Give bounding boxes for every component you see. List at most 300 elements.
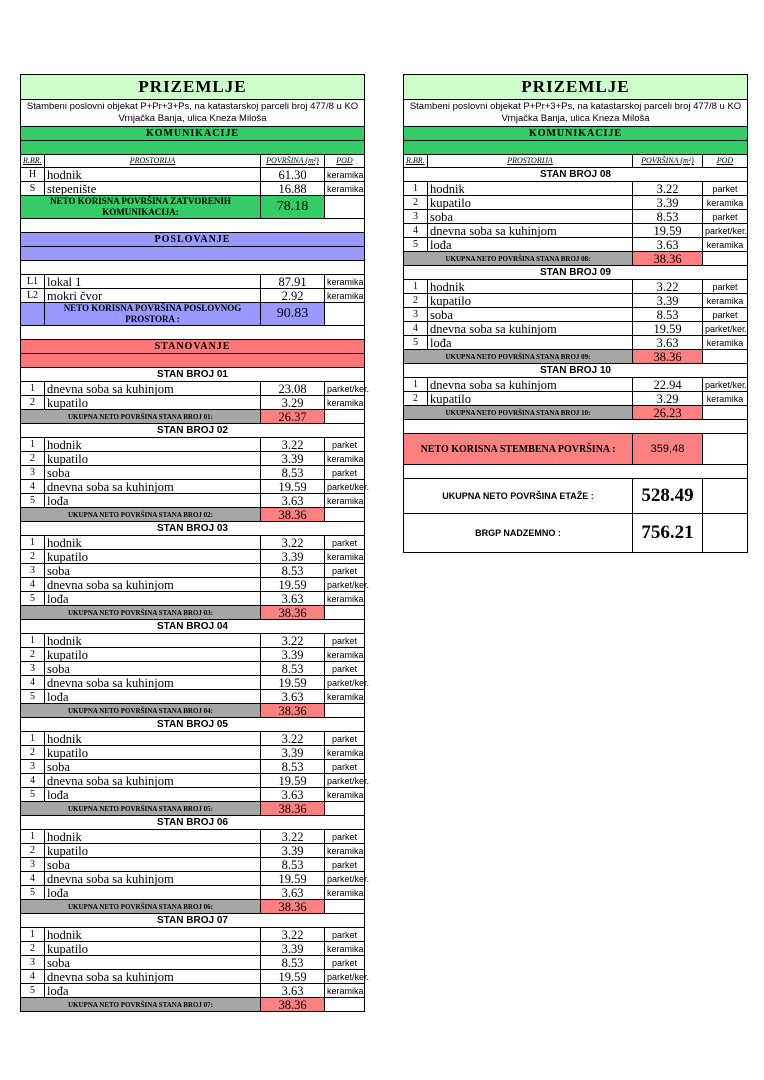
room-floor: parket/ker. [325,480,365,494]
room-area: 61.30 [261,168,325,182]
total-row [21,303,365,326]
room-area: 3.63 [633,238,703,252]
room-row [21,648,365,662]
room-area: 3.63 [261,592,325,606]
room-area: 16.88 [261,182,325,196]
total-row [21,196,365,219]
room-floor: keramika [325,648,365,662]
room-floor: parket/ker. [325,774,365,788]
room-row [404,336,748,350]
column-header-prostorija: PROSTORIJA [45,155,261,168]
room-name: lođa [45,494,261,508]
room-floor: parket [325,634,365,648]
room-name: dnevna soba sa kuhinjom [428,224,633,238]
room-name: kupatilo [45,396,261,410]
stan-sum-label: UKUPNA NETO POVRŠINA STANA BROJ 05: [21,802,261,816]
stan-title: STAN BROJ 05 [21,718,365,732]
room-floor: parket [325,956,365,970]
empty-cell [703,514,748,553]
brgp-total-row [404,514,748,553]
empty-cell [703,479,748,514]
room-floor: parket [325,564,365,578]
column-header-prostorija: PROSTORIJA [428,155,633,168]
etaze-total-label: UKUPNA NETO POVRŠINA ETAŽE : [404,479,633,514]
room-row [21,858,365,872]
room-row [404,378,748,392]
stan-title: STAN BROJ 06 [21,816,365,830]
room-number: 4 [404,224,428,238]
stan-title: STAN BROJ 07 [21,914,365,928]
stan-sum-row [404,406,748,420]
room-floor: keramika [325,984,365,998]
room-name: kupatilo [45,550,261,564]
empty-cell [325,410,365,424]
room-number: 2 [21,844,45,858]
room-name: lođa [45,984,261,998]
stan-title-row [404,364,748,378]
room-area: 3.63 [261,788,325,802]
room-area: 8.53 [261,956,325,970]
room-number: H [21,168,45,182]
room-row [21,886,365,900]
room-row [21,942,365,956]
room-row [21,289,365,303]
brgp-label: BRGP NADZEMNO : [404,514,633,553]
room-number: 5 [404,238,428,252]
stan-sum-row [21,606,365,620]
room-floor: keramika [325,494,365,508]
room-area: 3.22 [261,438,325,452]
room-name: dnevna soba sa kuhinjom [428,378,633,392]
empty-cell [325,704,365,718]
stan-title-row [404,266,748,280]
room-area: 2.92 [261,289,325,303]
room-name: soba [428,308,633,322]
room-row [404,224,748,238]
room-row [21,480,365,494]
room-row [21,182,365,196]
column-header-rbr: R.BR. [21,155,45,168]
komunikacije-total-label: NETO KORISNA POVRŠINA ZATVORENIH KOMUNIKACIJA: [21,196,261,219]
room-area: 3.39 [633,294,703,308]
stan-sum-label: UKUPNA NETO POVRŠINA STANA BROJ 04: [21,704,261,718]
room-name: lokal 1 [45,275,261,289]
stan-sum-value: 38.36 [261,508,325,522]
spacer-row [21,219,365,233]
room-area: 3.22 [261,732,325,746]
stan-sum-value: 38.36 [261,802,325,816]
column-header-povrsina: POVRŠINA (m²) [633,155,703,168]
room-area: 3.39 [261,746,325,760]
stan-sum-row [404,350,748,364]
spacer-cell [21,219,365,233]
room-name: stepenište [45,182,261,196]
stambena-povrsina-label: NETO KORISNA STEMBENA POVRŠINA : [404,434,633,465]
stan-sum-value: 26.37 [261,410,325,424]
spacer-row [21,141,365,155]
room-number: 3 [404,210,428,224]
room-name: dnevna soba sa kuhinjom [45,382,261,396]
room-floor: parket [325,928,365,942]
room-floor: keramika [703,238,748,252]
room-area: 3.22 [261,536,325,550]
empty-cell [703,406,748,420]
room-name: soba [45,760,261,774]
section-stanovanje: STANOVANJE [21,340,365,354]
room-floor: keramika [325,452,365,466]
room-area: 3.63 [633,336,703,350]
stan-sum-label: UKUPNA NETO POVRŠINA STANA BROJ 06: [21,900,261,914]
stan-title-row [21,914,365,928]
stan-sum-row [21,802,365,816]
room-name: dnevna soba sa kuhinjom [45,676,261,690]
empty-cell [325,303,365,326]
stan-sum-label: UKUPNA NETO POVRŠINA STANA BROJ 10: [404,406,633,420]
room-row [21,872,365,886]
room-number: 5 [21,788,45,802]
room-floor: parket/ker. [703,378,748,392]
room-area: 87.91 [261,275,325,289]
stan-sum-value: 38.36 [261,606,325,620]
room-area: 8.53 [261,760,325,774]
column-header-rbr: R.BR. [404,155,428,168]
stan-sum-label: UKUPNA NETO POVRŠINA STANA BROJ 07: [21,998,261,1012]
room-row [404,294,748,308]
room-row [21,760,365,774]
room-name: lođa [45,788,261,802]
room-area: 8.53 [261,662,325,676]
spacer-row [404,465,748,479]
room-floor: keramika [325,690,365,704]
left-area-table [20,74,370,1012]
room-row [21,844,365,858]
room-floor: parket/ker. [325,872,365,886]
room-area: 3.22 [633,182,703,196]
column-header-pod: POD [325,155,365,168]
room-area: 3.63 [261,494,325,508]
room-area: 3.39 [261,942,325,956]
room-floor: parket [325,760,365,774]
room-area: 8.53 [261,564,325,578]
room-number: 2 [404,294,428,308]
stan-title-row [21,718,365,732]
spacer-cell [21,326,365,340]
room-floor: parket [325,662,365,676]
spacer-cell [21,261,365,275]
room-floor: keramika [325,886,365,900]
room-floor: parket [325,536,365,550]
room-number: 3 [21,760,45,774]
room-area: 8.53 [633,210,703,224]
stan-title-row [404,168,748,182]
room-row [404,392,748,406]
room-number: 2 [21,550,45,564]
room-row [21,578,365,592]
room-area: 23.08 [261,382,325,396]
room-floor: parket [325,858,365,872]
column-header-row [404,155,748,168]
room-number: 1 [21,634,45,648]
room-number: S [21,182,45,196]
room-floor: keramika [703,196,748,210]
section-komunikacije: KOMUNIKACIJE [21,127,365,141]
room-number: 3 [21,858,45,872]
room-name: hodnik [45,928,261,942]
room-name: hodnik [428,182,633,196]
room-name: hodnik [45,536,261,550]
spacer-cell [404,420,748,434]
stan-title-row [21,816,365,830]
stan-sum-label: UKUPNA NETO POVRŠINA STANA BROJ 09: [404,350,633,364]
room-floor: keramika [325,592,365,606]
room-area: 19.59 [633,224,703,238]
room-row [21,382,365,396]
room-floor: keramika [325,942,365,956]
subtitle-row [21,100,365,127]
room-row [21,168,365,182]
room-area: 3.39 [261,648,325,662]
room-floor: keramika [325,550,365,564]
stan-title: STAN BROJ 02 [21,424,365,438]
poslovanje-total-label: NETO KORISNA POVRŠINA POSLOVNOG PROSTORA : [45,303,261,326]
room-row [21,396,365,410]
room-floor: keramika [325,396,365,410]
room-row [21,634,365,648]
room-floor: keramika [325,275,365,289]
room-number: 1 [404,378,428,392]
stan-sum-value: 26.23 [633,406,703,420]
stan-sum-row [21,704,365,718]
room-area: 8.53 [261,466,325,480]
spacer-cell [404,141,748,155]
section-poslovanje: POSLOVANJE [21,233,365,247]
room-floor: keramika [703,336,748,350]
room-floor: keramika [325,168,365,182]
room-number: 3 [21,662,45,676]
room-row [21,928,365,942]
room-number: 4 [21,480,45,494]
room-number: 3 [404,308,428,322]
stan-title-row [21,620,365,634]
room-name: kupatilo [428,294,633,308]
stan-title: STAN BROJ 09 [404,266,748,280]
room-number: 5 [404,336,428,350]
room-area: 3.63 [261,984,325,998]
empty-cell [325,606,365,620]
subtitle-row [404,100,748,127]
room-floor: parket [325,830,365,844]
room-name: kupatilo [428,196,633,210]
room-area: 3.22 [633,280,703,294]
stan-title-row [21,424,365,438]
room-row [21,690,365,704]
room-row [21,536,365,550]
room-number: 5 [21,494,45,508]
room-row [21,592,365,606]
room-row [21,564,365,578]
stan-sum-label: UKUPNA NETO POVRŠINA STANA BROJ 01: [21,410,261,424]
spacer-row [21,354,365,368]
room-floor: keramika [325,746,365,760]
room-name: dnevna soba sa kuhinjom [45,480,261,494]
column-header-povrsina: POVRŠINA (m²) [261,155,325,168]
section-row [404,127,748,141]
room-name: lođa [428,336,633,350]
room-number: 1 [404,280,428,294]
room-area: 3.63 [261,690,325,704]
room-name: soba [45,956,261,970]
room-number: 3 [21,956,45,970]
page-title: PRIZEMLJE [21,75,365,100]
room-name: lođa [45,690,261,704]
room-area: 8.53 [633,308,703,322]
room-area: 19.59 [261,578,325,592]
room-row [404,308,748,322]
room-area: 8.53 [261,858,325,872]
room-floor: parket/ker. [325,970,365,984]
room-name: dnevna soba sa kuhinjom [428,322,633,336]
room-number: 2 [404,196,428,210]
room-row [404,280,748,294]
spacer-cell [404,465,748,479]
room-name: soba [45,564,261,578]
room-floor: parket [703,182,748,196]
komunikacije-total-value: 78.18 [261,196,325,219]
room-number: L2 [21,289,45,303]
room-number: 1 [21,382,45,396]
stan-sum-row [21,508,365,522]
room-number: 2 [21,942,45,956]
room-area: 3.22 [261,830,325,844]
room-name: dnevna soba sa kuhinjom [45,970,261,984]
stan-title: STAN BROJ 08 [404,168,748,182]
room-name: kupatilo [45,648,261,662]
room-area: 19.59 [261,480,325,494]
room-number: 1 [404,182,428,196]
empty-cell [703,434,748,465]
title-row [404,75,748,100]
room-floor: parket [703,280,748,294]
room-number: 4 [404,322,428,336]
room-area: 3.29 [633,392,703,406]
room-floor: parket/ker. [325,578,365,592]
room-row [404,196,748,210]
room-area: 22.94 [633,378,703,392]
room-name: hodnik [45,830,261,844]
section-row [21,340,365,354]
spacer-row [404,141,748,155]
room-floor: keramika [703,392,748,406]
stan-sum-value: 38.36 [633,350,703,364]
room-row [21,732,365,746]
empty-cell [325,196,365,219]
room-name: soba [45,662,261,676]
room-name: kupatilo [45,746,261,760]
room-row [21,788,365,802]
room-name: kupatilo [45,844,261,858]
room-row [21,466,365,480]
right-area-table [403,74,748,553]
room-row [21,550,365,564]
stambena-povrsina-value: 359,48 [633,434,703,465]
room-row [21,956,365,970]
poslovanje-total-value: 90.83 [261,303,325,326]
stan-title: STAN BROJ 04 [21,620,365,634]
room-number: 2 [21,452,45,466]
room-name: kupatilo [428,392,633,406]
room-number: 1 [21,830,45,844]
room-row [404,322,748,336]
room-row [21,275,365,289]
etaze-total-value: 528.49 [633,479,703,514]
room-name: lođa [45,886,261,900]
room-area: 3.39 [633,196,703,210]
column-header-row [21,155,365,168]
spacer-row [404,420,748,434]
spacer-cell [21,141,365,155]
room-name: soba [45,466,261,480]
spacer-row [21,326,365,340]
room-row [21,494,365,508]
room-row [404,210,748,224]
room-area: 19.59 [633,322,703,336]
stan-sum-label: UKUPNA NETO POVRŠINA STANA BROJ 08: [404,252,633,266]
room-name: soba [45,858,261,872]
room-name: kupatilo [45,942,261,956]
room-area: 19.59 [261,970,325,984]
room-area: 19.59 [261,872,325,886]
room-number: 4 [21,578,45,592]
stan-title-row [21,522,365,536]
room-name: dnevna soba sa kuhinjom [45,872,261,886]
room-area: 3.39 [261,550,325,564]
room-row [21,452,365,466]
stan-sum-value: 38.36 [261,900,325,914]
room-floor: parket [325,438,365,452]
room-floor: parket [325,466,365,480]
stan-sum-label: UKUPNA NETO POVRŠINA STANA BROJ 03: [21,606,261,620]
room-name: hodnik [45,168,261,182]
stan-sum-row [404,252,748,266]
section-komunikacije: KOMUNIKACIJE [404,127,748,141]
empty-cell [325,900,365,914]
room-name: hodnik [45,634,261,648]
room-floor: parket [703,308,748,322]
room-name: hodnik [45,732,261,746]
room-row [404,182,748,196]
stan-sum-row [21,410,365,424]
room-floor: parket/ker. [325,676,365,690]
title-row [21,75,365,100]
room-area: 19.59 [261,774,325,788]
room-floor: keramika [703,294,748,308]
stan-title: STAN BROJ 03 [21,522,365,536]
section-row [21,233,365,247]
room-name: kupatilo [45,452,261,466]
room-name: hodnik [428,280,633,294]
empty-cell [325,802,365,816]
room-number: 1 [21,928,45,942]
column-header-pod: POD [703,155,748,168]
stambena-total-row [404,434,748,465]
room-number: 3 [21,466,45,480]
room-floor: keramika [325,289,365,303]
room-number: 5 [21,984,45,998]
room-number: 5 [21,886,45,900]
room-row [21,774,365,788]
stan-sum-value: 38.36 [261,998,325,1012]
room-area: 3.63 [261,886,325,900]
